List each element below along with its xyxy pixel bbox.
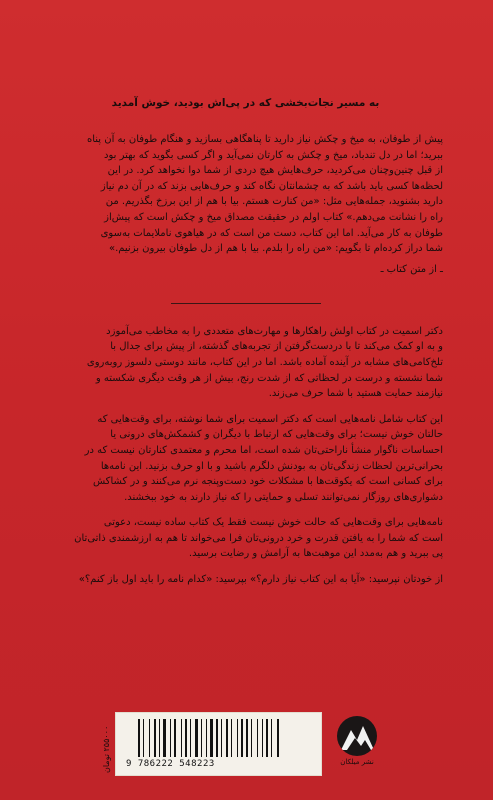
paragraph-line: نیازمند حمایت هستید با شما حرف می‌زند.	[268, 388, 443, 400]
barcode-bar	[262, 719, 263, 757]
paragraph-line: تلخ‌کامی‌های مشابه در آینده آماده باشد. اما در این کتاب، مانند دوستی دلسوز روبه‌روی	[86, 356, 443, 368]
barcode-bar	[181, 719, 182, 757]
barcode-bar	[219, 719, 220, 757]
barcode-bar	[167, 719, 169, 757]
barcode-bar	[251, 719, 252, 757]
quote-line: لحظه‌ها کسی باید باشد که به چشمانتان نگاه کند و حرف‌هایی بزند که در آن دم نیاز	[100, 180, 443, 192]
barcode-bar	[190, 719, 191, 757]
paragraph-invitation	[48, 515, 443, 562]
paragraph-letters	[48, 412, 443, 506]
barcode-bar	[192, 719, 194, 757]
quote-line: راه را نشانت می‌دهم.» کتاب اولم در حقیقت مصداق میخ و چکش است که پیش‌از	[104, 211, 443, 223]
barcode-bar	[199, 719, 200, 757]
paragraph-line: احساسات ناگوار منشأ ناراحتی‌تان شده است، اما محرم و معتمدی کنارتان نیست که در	[84, 444, 443, 456]
paragraph-line: نامه‌هایی برای وقت‌هایی که حالت خوش نیست فقط یک کتاب ساده نیست، دعوتی	[103, 517, 443, 529]
paragraph-line: این کتاب شامل نامه‌هایی است که دکتر اسمیت برای شما نوشته، برای وقت‌هایی که	[97, 413, 443, 425]
barcode-bar	[159, 719, 160, 757]
publisher-logo	[334, 716, 380, 770]
quote-line: طوفان به کار می‌آید. اما این کتاب، دست من است که در هیاهوی ناملایمات به‌سوی	[100, 227, 443, 239]
barcode-bar	[233, 719, 236, 757]
paragraph-line: است که شما را به یافتن قدرت و خرد درونی‌تان فرا می‌خواند تا هم به ارزشمندی ذاتی‌تان	[74, 532, 443, 544]
barcode-bar	[163, 719, 166, 757]
quote-line: دارید بشنوید، جمله‌هایی مثل: «من کنارت هستم. بیا با هم از این برزخ بگذریم. من	[105, 196, 443, 208]
barcode-bar	[188, 719, 189, 757]
barcode-bar	[203, 719, 205, 757]
publisher-name: نشر میلکان	[340, 758, 374, 766]
quote-source: ـ از متن کتاب ـ	[380, 263, 443, 275]
barcode-bars	[138, 719, 313, 757]
barcode-bar	[214, 719, 215, 757]
barcode-bar	[185, 719, 187, 757]
quote-line: از قبل چنین‌وچنان می‌کردید، حرف‌هایش هیچ دردی از شما دوا نخواهد کرد. در این	[107, 165, 443, 177]
barcode-bar	[172, 719, 173, 757]
barcode-bar	[277, 719, 279, 757]
barcode-bar	[210, 719, 213, 757]
barcode-bar	[170, 719, 171, 757]
barcode-bar	[174, 719, 176, 757]
paragraph-intro	[48, 324, 443, 402]
barcode-bar	[231, 719, 232, 757]
barcode-bar	[221, 719, 222, 757]
isbn-barcode	[115, 712, 322, 776]
back-cover-text	[48, 96, 443, 588]
barcode-bar	[257, 719, 258, 757]
barcode-bar	[216, 719, 218, 757]
price-label: ۲۵۵۰۰۰ تومان	[102, 726, 111, 774]
barcode-bar	[201, 719, 202, 757]
barcode-bar	[138, 719, 140, 757]
mountain-logo-icon	[337, 716, 377, 756]
barcode-bar	[145, 719, 148, 757]
barcode-bar	[226, 719, 228, 757]
barcode-bar	[157, 719, 158, 757]
paragraph-line: حالتان خوش نیست؛ برای وقت‌هایی که ارتباط با دیگران و کشمکش‌های درونی یا	[110, 429, 443, 441]
barcode-bar	[195, 719, 198, 757]
barcode-bar	[141, 719, 142, 757]
paragraph-line: برای کسانی است که یکوقت‌ها با مشکلات خود دست‌وپنجه نرم می‌کنند و در کشاکش	[92, 476, 443, 488]
barcode-bar	[208, 719, 209, 757]
barcode-bar	[183, 719, 184, 757]
headline: به مسیر نجات‌بخشی که در پی‌اش بودید، خوش آمدید	[111, 97, 380, 109]
barcode-bar	[237, 719, 238, 757]
paragraph-line: دکتر اسمیت در کتاب اولش راهکارها و مهارت‌های متعددی را به مخاطب می‌آموزد	[106, 325, 443, 337]
barcode-bar	[269, 719, 270, 757]
barcode-bar	[161, 719, 162, 757]
barcode-bar	[244, 719, 245, 757]
barcode-bar	[253, 719, 256, 757]
barcode-bar	[249, 719, 250, 757]
closing-line: از خودتان نپرسید: «آیا به این کتاب نیاز دارم؟» بپرسید: «کدام نامه را باید اول باز کنم؟»	[78, 574, 443, 586]
barcode-bar	[154, 719, 156, 757]
barcode-bar	[229, 719, 230, 757]
barcode-bar	[151, 719, 153, 757]
paragraph-line: دشواری‌های روزگار نمی‌توانند تسلی و حمایتی را که نیاز دارند به خود ببخشند.	[124, 491, 443, 503]
paragraph-line: شما نشسته و درست در لحظاتی که از شدت رنج، بیش از هر وقت دیگری شکسته و	[95, 372, 443, 384]
barcode-bar	[266, 719, 268, 757]
quote-line: ببرید؛ اما در دل تندباد، میخ و چکش به کارتان نمی‌آید و اگر کسی بگوید که بهتر بود	[104, 149, 443, 161]
barcode-bar	[206, 719, 207, 757]
barcode-bar	[259, 719, 261, 757]
paragraph-line: بحرانی‌ترین لحظات زندگی‌تان به بودنش دلگرم باشید و با او حرف بزنید. این نامه‌ها	[100, 460, 443, 472]
barcode-bar	[246, 719, 248, 757]
isbn-number: 9 786222 548223	[126, 759, 215, 769]
barcode-bar	[149, 719, 150, 757]
paragraph-line: و به او کمک می‌کند تا با در‌دست‌گرفتن از تجربه‌های گذشته، از پیش برای جدال با	[110, 341, 443, 353]
barcode-bar	[241, 719, 243, 757]
barcode-bar	[223, 719, 225, 757]
barcode-bar	[271, 719, 272, 757]
quote-line: شما دراز کرده‌ام تا بگویم: «من راه را بلدم. بیا با هم از دل طوفان بیرون بزنیم.»	[108, 243, 443, 255]
quote-line: پیش از طوفان، به میخ و چکش نیاز دارید تا پناهگاهی بسازید و هنگام طوفان به آن پناه	[86, 134, 443, 145]
barcode-bar	[177, 719, 180, 757]
barcode-bar	[143, 719, 144, 757]
barcode-bar	[239, 719, 240, 757]
barcode-bar	[280, 719, 281, 757]
barcode-bar	[273, 719, 276, 757]
paragraph-line: پی ببرید و هم به‌مدد این موهبت‌ها به آرامش و رضایت برسید.	[188, 548, 443, 560]
section-divider	[171, 303, 321, 304]
quote-block	[48, 132, 443, 277]
barcode-bar	[264, 719, 265, 757]
